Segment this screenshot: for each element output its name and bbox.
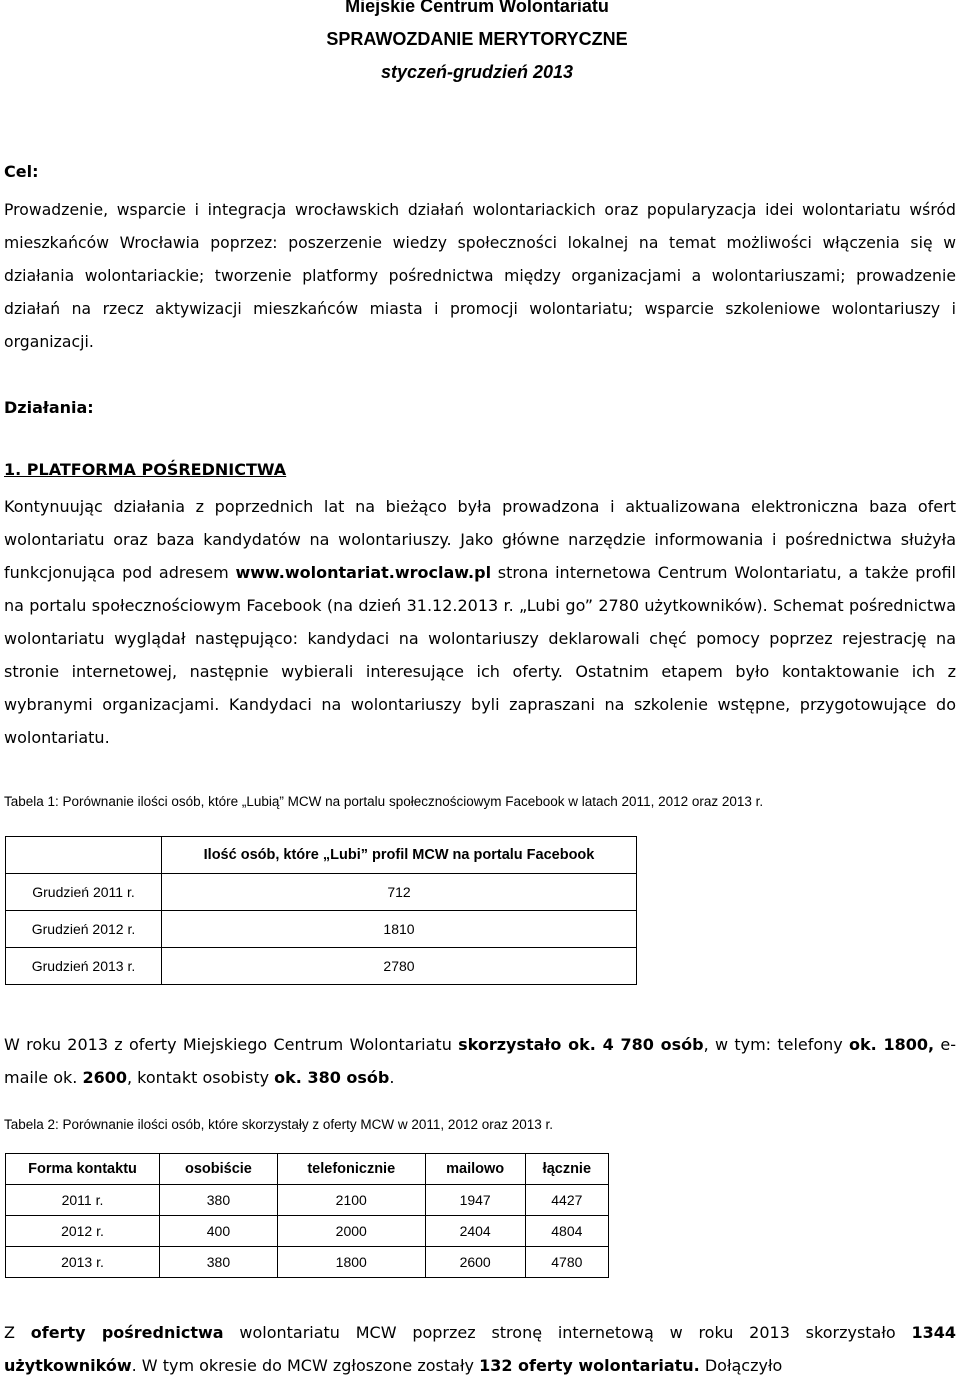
table-cell: 2000: [277, 1216, 425, 1247]
usage-paragraph: [4, 1028, 956, 1094]
table-cell: 380: [159, 1247, 277, 1278]
offers-text: Z: [4, 1323, 31, 1342]
platform-text-b: strona internetowa Centrum Wolontariatu, a także profil na portalu społecznościowym Facebook (na dzień 31.12.2013 r. „Lubi go” 2780 użytkowników). Schemat pośrednictwa wolontariatu wyglądał następująco: kandydaci na wolontariuszy deklarowali chęć pomocy poprzez rejestrację na stronie internetowej, następnie wybierali interesujące ich oferty. Ostatnim etapem było kontaktowanie ich z wybranymi organizacjami. Kandydaci na wolontariuszy byli zapraszani na szkolenie wstępne, przygotowujące do wolontariatu.: [4, 563, 957, 747]
cel-label: Cel:: [4, 162, 39, 181]
usage-total: skorzystało ok. 4 780 osób: [458, 1035, 704, 1054]
offers-users: 1344 użytkowników: [4, 1323, 957, 1375]
table-cell: 2011 r.: [6, 1185, 160, 1216]
document-title: Miejskie Centrum Wolontariatu: [345, 0, 609, 16]
table-cell-empty: [6, 837, 162, 874]
usage-text: e-maile ok.: [4, 1035, 957, 1087]
table-cell: 2404: [425, 1216, 525, 1247]
table-row: [6, 1216, 609, 1247]
platform-text-a: Kontynuując działania z poprzednich lat na bieżąco była prowadzona i aktualizowana elektroniczna baza ofert wolontariatu oraz baza kandydatów na wolontariuszy. Jako główne narzędzie informowania i pośrednictwa służyła funkcjonująca pod adresem: [4, 497, 956, 582]
row-label: Grudzień 2013 r.: [6, 948, 162, 985]
dzialania-label: Działania:: [4, 398, 94, 417]
offers-text: Dołączyło: [699, 1356, 783, 1375]
table-cell: 4780: [525, 1247, 608, 1278]
table-cell: 1947: [425, 1185, 525, 1216]
column-header: telefonicznie: [277, 1154, 425, 1185]
table-header-row: [6, 1154, 609, 1185]
table-row: [6, 911, 637, 948]
platform-paragraph: [4, 490, 956, 754]
usage-text: , kontakt osobisty: [126, 1068, 275, 1087]
offers-text: . W tym okresie do MCW zgłoszone zostały: [131, 1356, 480, 1375]
table-cell: 2013 r.: [6, 1247, 160, 1278]
column-header: Forma kontaktu: [6, 1154, 160, 1185]
usage-emails: 2600: [82, 1068, 127, 1087]
table-row: [6, 1185, 609, 1216]
table-header-row: [6, 837, 637, 874]
table-cell: 2600: [425, 1247, 525, 1278]
table-row: [6, 1247, 609, 1278]
usage-phones: ok. 1800,: [849, 1035, 935, 1054]
offers-emphasis: oferty pośrednictwa: [30, 1323, 224, 1342]
cel-paragraph: Prowadzenie, wsparcie i integracja wrocławskich działań wolontariackich oraz popularyzacja idei wolontariatu wśród mieszkańców Wrocławia poprzez: poszerzenie wiedzy społeczności lokalnej na temat możliwości włączenia się w działania wolontariackie; tworzenie platformy pośrednictwa między organizacjami a wolontariuszami; prowadzenie działań na rzecz aktywizacji mieszkańców miasta i promocji wolontariatu; wsparcie szkoleniowe wolontariuszy i organizacji.: [4, 201, 956, 351]
contact-forms-table: [5, 1153, 609, 1278]
row-label: Grudzień 2011 r.: [6, 874, 162, 911]
section-1-title: 1. PLATFORMA POŚREDNICTWA: [4, 460, 287, 479]
report-period: styczeń-grudzień 2013: [380, 62, 574, 82]
website-link[interactable]: www.wolontariat.wroclaw.pl: [235, 563, 492, 582]
offers-paragraph: [4, 1316, 956, 1382]
table-cell: 4804: [525, 1216, 608, 1247]
usage-text: .: [389, 1068, 395, 1087]
document-subtitle: SPRAWOZDANIE MERYTORYCZNE: [326, 29, 628, 49]
table2-caption: Tabela 2: Porównanie ilości osób, które skorzystały z oferty MCW w 2011, 2012 oraz 2013 r.: [4, 1117, 554, 1132]
usage-text: W roku 2013 z oferty Miejskiego Centrum Wolontariatu: [4, 1035, 459, 1054]
facebook-likes-table: [5, 836, 637, 985]
table1-caption: Tabela 1: Porównanie ilości osób, które „Lubią” MCW na portalu społecznościowym Facebook w latach 2011, 2012 oraz 2013 r.: [4, 794, 764, 809]
table-cell: 1800: [277, 1247, 425, 1278]
usage-text: , w tym: telefony: [703, 1035, 850, 1054]
table-cell: 2012 r.: [6, 1216, 160, 1247]
row-value: 712: [162, 874, 637, 911]
row-label: Grudzień 2012 r.: [6, 911, 162, 948]
row-value: 1810: [162, 911, 637, 948]
column-header: łącznie: [525, 1154, 608, 1185]
table-cell: 380: [159, 1185, 277, 1216]
table-cell: 2100: [277, 1185, 425, 1216]
column-header: osobiście: [159, 1154, 277, 1185]
row-value: 2780: [162, 948, 637, 985]
table-cell: 4427: [525, 1185, 608, 1216]
table-cell: 400: [159, 1216, 277, 1247]
usage-personal: ok. 380 osób: [274, 1068, 390, 1087]
offers-text: wolontariatu MCW poprzez stronę internetową w roku 2013 skorzystało: [223, 1323, 912, 1342]
table-row: [6, 948, 637, 985]
column-header: mailowo: [425, 1154, 525, 1185]
table-header: Ilość osób, które „Lubi” profil MCW na portalu Facebook: [162, 837, 637, 874]
table-row: [6, 874, 637, 911]
offers-count: 132 oferty wolontariatu.: [479, 1356, 700, 1375]
